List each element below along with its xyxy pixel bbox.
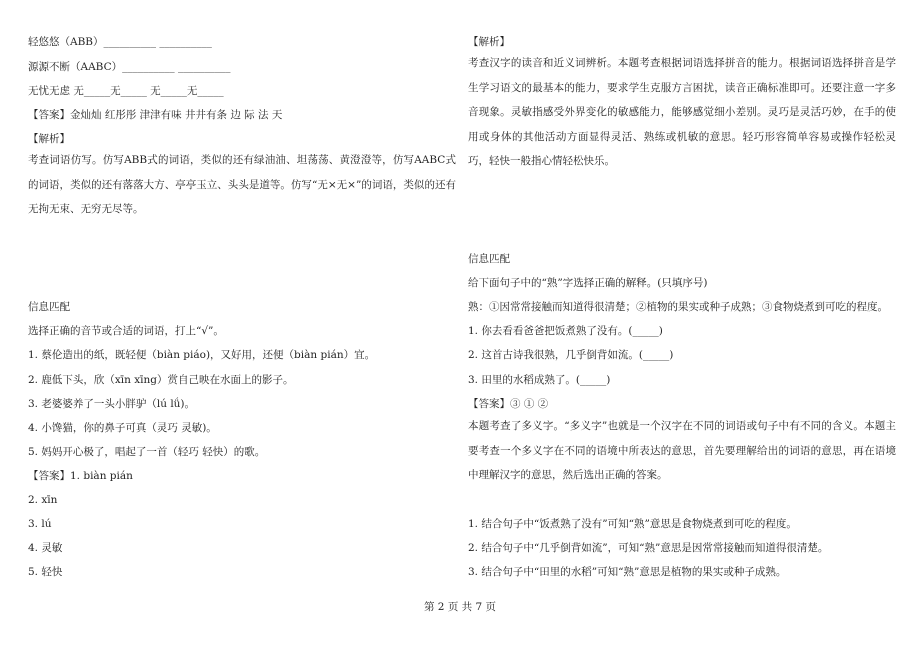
answer-2-line-1: 【答案】1. biàn pián xyxy=(28,470,133,482)
question-item-1: 1. 蔡伦造出的纸，既轻便（biàn piáo)，又好用，还便（biàn pián）宜。 xyxy=(28,349,376,361)
answer-2-line-2: 2. xīn xyxy=(28,494,58,506)
explanation-2: 2. 结合句子中“几乎倒背如流”，可知“熟”意思是因常常接触而知道得很清楚。 xyxy=(468,542,829,554)
answer-2-line-4: 4. 灵敏 xyxy=(28,542,63,554)
question-aabc: 源源不断（AABC）__________ __________ xyxy=(28,61,231,73)
shu-item-1: 1. 你去看看爸爸把饭煮熟了没有。(_____) xyxy=(468,325,663,337)
answer-3: 【答案】③ ① ② xyxy=(468,398,549,410)
question-item-4: 4. 小馋猫，你的鼻子可真（灵巧 灵敏)。 xyxy=(28,422,217,434)
section-title-right: 信息匹配 xyxy=(468,253,510,265)
section-title-left: 信息匹配 xyxy=(28,301,70,313)
explanation-1: 1. 结合句子中“饭煮熟了没有”可知“熟”意思是食物烧煮到可吃的程度。 xyxy=(468,518,797,530)
question-item-3: 3. 老婆婆养了一头小胖驴（lú lǘ)。 xyxy=(28,398,196,410)
definitions: 熟：①因常常接触而知道得很清楚；②植物的果实或种子成熟；③食物烧煮到可吃的程度。 xyxy=(468,301,888,313)
shu-item-2: 2. 这首古诗我很熟，几乎倒背如流。(_____) xyxy=(468,349,674,361)
question-wu-x-wu-x: 无忧无虑 无_____无_____ 无_____无_____ xyxy=(28,85,224,97)
shu-item-3: 3. 田里的水稻成熟了。(_____) xyxy=(468,374,611,386)
analysis-text-3: 本题考查了多义字。“多义字”也就是一个汉字在不同的词语或句子中有不同的含义。本题主要考查一个多义字在不同的语境中所表达的意思，首先要理解给出的词语的意思，再在语境中理解汉字的意思，然后选出正确的答案。 xyxy=(468,420,896,481)
instruction-right: 给下面句子中的“熟”字选择正确的解释。(只填序号) xyxy=(468,277,708,289)
instruction-left: 选择正确的音节或合适的词语，打上“√”。 xyxy=(28,325,224,337)
answer-2-line-3: 3. lú xyxy=(28,518,52,530)
question-item-5: 5. 妈妈开心极了，唱起了一首（轻巧 轻快）的歌。 xyxy=(28,446,266,458)
analysis-text-2: 考查汉字的读音和近义词辨析。本题考查根据词语选择拼音的能力。根据词语选择拼音是学生学习语文的最基本的能力，要求学生克服方言困扰，读音正确标准即可。还要注意一字多音现象。灵敏指感受外界变化的敏感能力，能够感觉细小差别。灵巧是灵活巧妙，在手的使用或身体的其他活动方面显得灵活、熟练或机敏的意思。轻巧形容简单容易或操作轻松灵巧，轻快一般指心情轻松快乐。 xyxy=(468,57,896,167)
question-abb: 轻悠悠（ABB）__________ __________ xyxy=(28,36,212,48)
analysis-text-1: 考查词语仿写。仿写ABB式的词语，类似的还有绿油油、坦荡荡、黄澄澄等，仿写AABC式的词语，类似的还有落落大方、亭亭玉立、头头是道等。仿写“无×无×”的词语，类似的还有无拘无束、无穷无尽等。 xyxy=(28,154,456,215)
analysis-label-2: 【解析】 xyxy=(468,36,510,48)
answer-1: 【答案】金灿灿 红彤彤 津津有味 井井有条 边 际 法 天 xyxy=(28,109,283,121)
page-number: 第 2 页 共 7 页 xyxy=(423,601,497,613)
question-item-2: 2. 鹿低下头，欣（xīn xīng）赏自己映在水面上的影子。 xyxy=(28,374,294,386)
answer-2-line-5: 5. 轻快 xyxy=(28,566,63,578)
analysis-label-1: 【解析】 xyxy=(28,133,70,145)
explanation-3: 3. 结合句子中“田里的水稻”可知“熟”意思是植物的果实或种子成熟。 xyxy=(468,566,787,578)
